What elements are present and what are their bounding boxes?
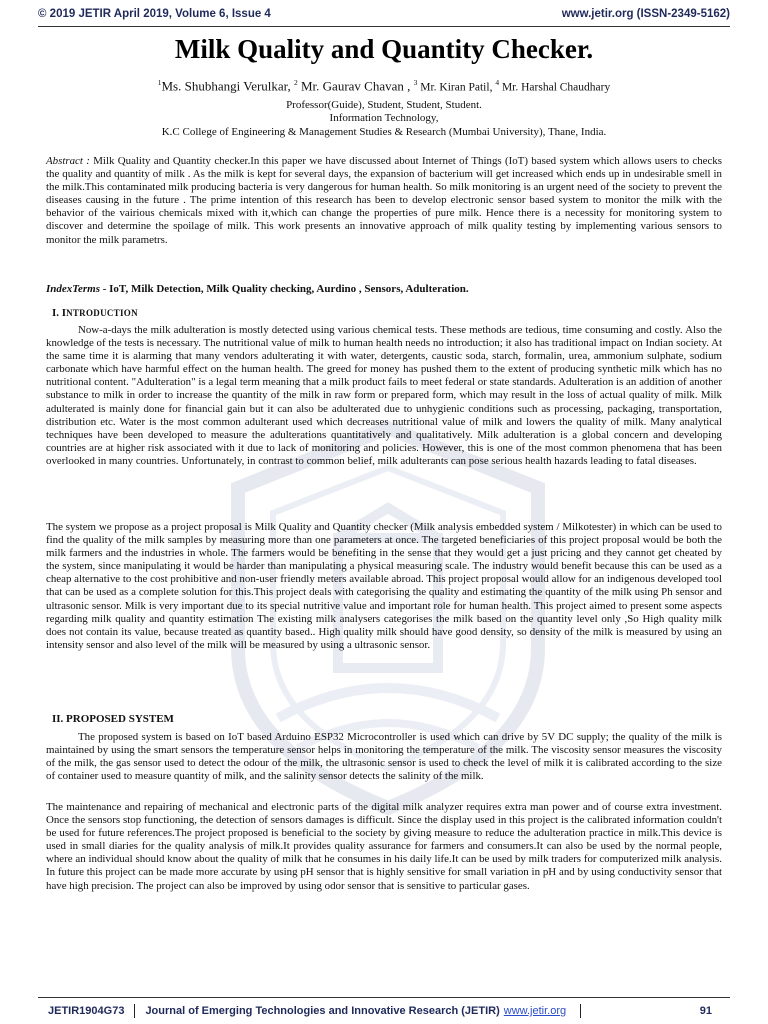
header-issue-info: © 2019 JETIR April 2019, Volume 6, Issue 4 bbox=[38, 8, 271, 20]
index-terms-label: IndexTerms - bbox=[46, 283, 107, 295]
paper-title: Milk Quality and Quantity Checker. bbox=[174, 34, 594, 64]
section-heading-proposed-system: II. PROPOSED SYSTEM bbox=[52, 713, 174, 725]
author-4: Mr. Harshal Chaudhary bbox=[499, 81, 611, 94]
header-website-issn: www.jetir.org (ISSN-2349-5162) bbox=[561, 8, 730, 20]
index-terms bbox=[46, 283, 722, 295]
introduction-paragraph-2: The system we propose as a project proposal is Milk Quality and Quantity checker (Milk analysis embedded system / Milkotester) in which can be used to find the quality of the milk samples by measuring more than one parameters at once. The targeted beneficiaries of this project proposal would be both the milk farmers and the industries in whole. The farmers would be benefiting in the sense that they would get a just pricing and they cannot get cheated by the system, since manipulating it would be harder than manipulating a physical measuring scale. The industry would benefit because this can be used as a cheap alternative to the cost prohibitive and non-user friendly meters available abroad. This project proposal would allow for an indigenous developed tool that can be used as a complete solution for this.This project deals with categorising the quality and estimating the quantity of the milk using Ph sensor and ultrasonic sensor. Milk is very important due to its special nutritive value and important role for human health. This project aimed to present some aspects regarding milk quality and quantity estimation The existing milk analysers categorises the milk based on the quantity level only ,So High quality milk does not contain its value, because treated as quantity based.. High quality milk should have good density, so density of the milk is measured by using an intensity sensor and also level of the milk will be measured by using a ultrasonic sensor. bbox=[46, 521, 722, 651]
footer-separator bbox=[134, 1004, 135, 1018]
author-2-marker: 2 bbox=[293, 78, 298, 87]
author-3-marker: 3 bbox=[413, 78, 418, 87]
author-roles: Professor(Guide), Student, Student, Student. bbox=[286, 99, 482, 111]
abstract-text: Milk Quality and Quantity checker.In this paper we have discussed about Internet of Things (IoT) based system which allows users to checks the quality and quantity of milk . As the milk is kept for several days, the expansion of bacterium will get increased which ends up in undesirable smell in the milk.This contaminated milk producing bacteria is very dangerous for human health. So milk monitoring is an urgent need of the society to prevent the diseases causing in the future . The prime intention of this research has been to develop electronic sensor based system to monitor the milk with the behavior of the vairious chemicals mixed with it,which can change the properties of pure milk. Hence there is a necessity for monitoring system to discover and determine the spoilage of milk. This work presents an innovative approach of milk quality testing by implementing various sensors to monitor the milk parametrs. bbox=[46, 155, 722, 246]
author-1-marker: 1 bbox=[157, 78, 162, 87]
footer-journal-link[interactable]: www.jetir.org bbox=[503, 1005, 567, 1017]
introduction-paragraph-1: Now-a-days the milk adulteration is mostly detected using various chemical tests. These methods are tedious, time consuming and costly. Also the knowledge of the tests is necessary. The nutritional value of milk to human health needs no introduction; it also has traditional impact on Indian society. At the same time it is alarming that many vendors adulterating it with water, detergents, caustic soda, starch, formalin, urea, ammonium sulphate, sodium carbonate which have harmful effect on the human health. The greed for money has pushed them to the extent of producing synthetic milk which has no nutritional content. "Adulteration" is a legal term meaning that a milk product fails to meet federal or state standards. Adulteration is an addition of another substance to milk in order to increase the quantity of the milk in raw form or prepared form, which may result in the loss of actual quality of milk. Milk adulterated is mainly done for financial gain but it can also be adulterated due to unhygienic conditions such as processing, packaging, transportation, distribution etc. Water is the most common adulterant used which decreases nutritional value of milk and lowers the quality of milk. Many analytical techniques have been developed to measure the adulterations quantitatively and qualitatively. Milk adulteration is a global concern and developing countries are at higher risk associated with it due to lack of monitoring and policies. However, this is one of the most common phenomena that has been overlooked in many countries. Unfortunately, in contrast to common belief, milk adulterants can pose serious health hazards leading to fatal diseases. bbox=[46, 324, 722, 467]
page-number: 91 bbox=[699, 1005, 712, 1017]
footer-journal-name: Journal of Emerging Technologies and Innovative Research (JETIR) bbox=[145, 1005, 500, 1017]
abstract bbox=[46, 155, 722, 247]
proposed-system-paragraph-1: The proposed system is based on IoT based Arduino ESP32 Microcontroller is used which can drive by 5V DC supply; the quality of the milk is maintained by using the smart sensors the temperature sensor helps in monitoring the temperature of the milk. The viscosity sensor measures the viscosity of the milk, the gas sensor used to detect the odour of the milk, the ultrasonic sensor is used to check the level of milk it is calibrated according to the size of container used to measure quantity of milk, and the salinity sensor detects the salinity of the milk. bbox=[46, 731, 722, 783]
author-college: K.C College of Engineering & Management Studies & Research (Mumbai University), Thane, India. bbox=[161, 126, 607, 138]
section-1-number: I. I bbox=[52, 307, 67, 319]
footer-divider bbox=[38, 997, 730, 998]
section-heading-introduction bbox=[52, 307, 138, 319]
author-4-marker: 4 bbox=[495, 78, 500, 87]
index-terms-text: IoT, Milk Detection, Milk Quality checking, Aurdino , Sensors, Adulteration. bbox=[106, 283, 469, 295]
footer-paper-id: JETIR1904G73 bbox=[48, 1005, 125, 1017]
proposed-system-paragraph-2: The maintenance and repairing of mechanical and electronic parts of the digital milk analyzer requires extra man power and of course extra investment. Once the sensors stop functioning, the detection of sensors damages is difficult. Since the display used in this project is the calibrated information couldn't be used for future references.The project proposed is beneficial to the society by giving measure to reduce the adulteration practice in milk.This device is used in small diaries for the quality analysis of milk.It provides quality assurance for farmers and consumers.It can also be used by the normal people, where an individual should know about the quality of milk that he consumes in his daily life.It can be used by milk traders for computerized milk analysis. In future this project can be made more accurate by using pH sensor that is highly sensitive for small variation in pH and by using conductivity sensor that have high precision. The project can also be improved by using odor sensor that is sensitive to particular gases. bbox=[46, 801, 722, 892]
author-department: Information Technology, bbox=[329, 112, 439, 124]
author-2: Mr. Gaurav Chavan , bbox=[297, 78, 414, 94]
running-footer bbox=[48, 1004, 720, 1018]
abstract-label: Abstract : bbox=[46, 155, 90, 167]
running-header bbox=[38, 8, 730, 20]
author-1: Ms. Shubhangi Verulkar, bbox=[161, 78, 294, 94]
author-3: Mr. Kiran Patil, bbox=[417, 81, 496, 94]
section-1-title: NTRODUCTION bbox=[66, 308, 138, 318]
header-divider bbox=[38, 26, 730, 27]
footer-separator bbox=[580, 1004, 581, 1018]
author-list bbox=[0, 78, 768, 94]
